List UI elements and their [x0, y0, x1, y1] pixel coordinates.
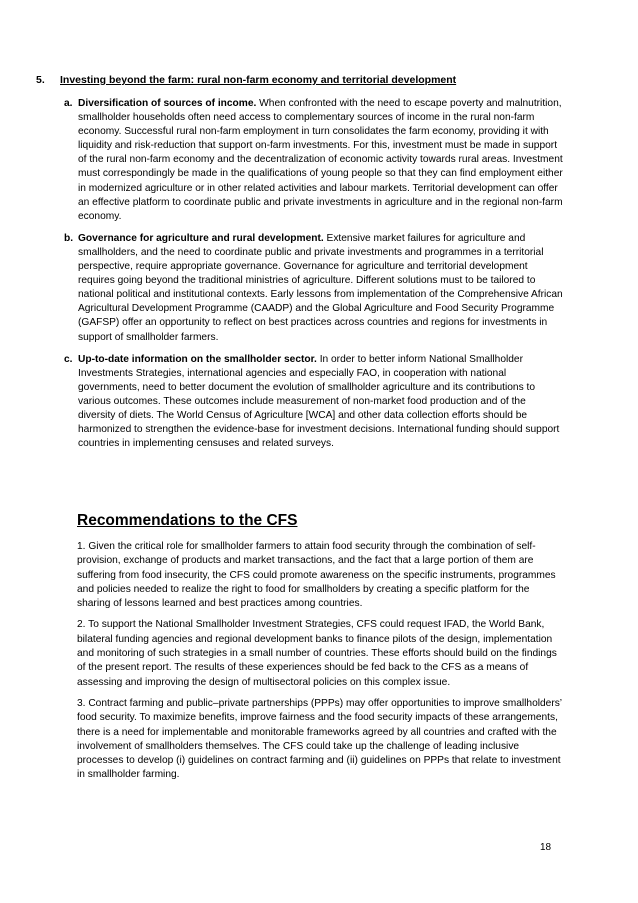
subsection-text: When confronted with the need to escape poverty and malnutrition, smallholder households often need access to complementary sources of income in the rural non-farm economy. Successful rural non-farm employment in turn consolidates the farm economy, providing it with liquidity and risk-reduction that support on-farm investments. For this, investment must be made in support of the rural non-farm economy and the decentralization of economic activity towards rural areas. Investment must correspondingly be made in the qualifications of young people so that they can find employment either in modernized agriculture or in other related activities and labour markets. Territorial development can offer an effective platform to coordinate public and private investments in agriculture and in the regional non-farm economy.	[78, 98, 563, 222]
subsection-letter: a.	[64, 98, 73, 109]
recommendation-3: 3. Contract farming and public–private partnerships (PPPs) may offer opportunities to improve smallholders’ food security. To maximize benefits, improve fairness and the food security impacts of these arrangements, there is a need for implementable and monitorable frameworks agreed by all countries and crafted with the involvement of smallholders themselves. The CFS could take up the challenge of leading inclusive processes to develop (i) guidelines on contract farming and (ii) guidelines on PPPs that relate to investment in smallholder farming.	[77, 697, 562, 781]
section-title: Investing beyond the farm: rural non-farm economy and territorial development	[60, 74, 457, 86]
subsection-lead: Up-to-date information on the smallholder sector.	[78, 353, 317, 365]
subsection-text: Extensive market failures for agriculture and smallholders, and the need to coordinate public and private investments and programmes in a territorial perspective, require appropriate governance. Governance for agriculture and territorial development requires going beyond the traditional ministries of agriculture. Different solutions must to be tailored to national political and institutional contexts. Early lessons from implementation of the Comprehensive African Agricultural Development Programme (CAADP) and the Global Agriculture and Food Security Programme (GAFSP) offer an opportunity to reflect on best practices across countries and regions for investments in support of smallholder farmers.	[78, 232, 563, 343]
subsection-b	[64, 232, 564, 345]
recommendations-section	[77, 511, 563, 790]
subsection-text: In order to better inform National Smallholder Investments Strategies, international agencies and especially FAO, in cooperation with national governments, need to better document the evolution of smallholder agriculture and its contributions to various outcomes. These outcomes include measurement of non-market food production and of the diversity of diets. The World Census of Agriculture [WCA] and other data collection efforts should be harmonized to strengthen the evidence-base for investment decisions. International funding should support countries in implementing censuses and related surveys.	[78, 353, 560, 450]
subsection-letter: b.	[64, 232, 74, 244]
subsection-c	[64, 353, 564, 452]
subsection-a	[64, 97, 564, 224]
recommendation-2: 2. To support the National Smallholder Investment Strategies, CFS could request IFAD, the World Bank, bilateral funding agencies and regional development banks to finance pilots of the design, implementation and monitoring of such strategies in a small number of countries. These efforts should build on the findings of the present report. The results of these experiences should be fed back to the CFS as a means of assessing and improving the design of multisectoral policies on this complex issue.	[77, 619, 557, 688]
subsection-lead: Diversification of sources of income.	[78, 98, 257, 109]
subsection-letter: c.	[64, 353, 73, 365]
recommendations-title: Recommendations to the CFS	[77, 512, 298, 529]
recommendation-1: 1. Given the critical role for smallholder farmers to attain food security through the combination of self-provision, exchange of products and market transactions, and the fact that a large portion of them are suffering from food insecurity, the CFS could promote awareness on the specific instruments, programmes and policies needed to realize the right to food for smallholders by creating a specific platform for the sharing of lessons learned and best practices among countries.	[77, 541, 556, 610]
section-heading	[36, 74, 596, 87]
subsection-lead: Governance for agriculture and rural development.	[78, 232, 324, 244]
subsection-list	[64, 97, 564, 459]
section-number: 5.	[36, 74, 45, 86]
page-number: 18	[540, 842, 552, 853]
